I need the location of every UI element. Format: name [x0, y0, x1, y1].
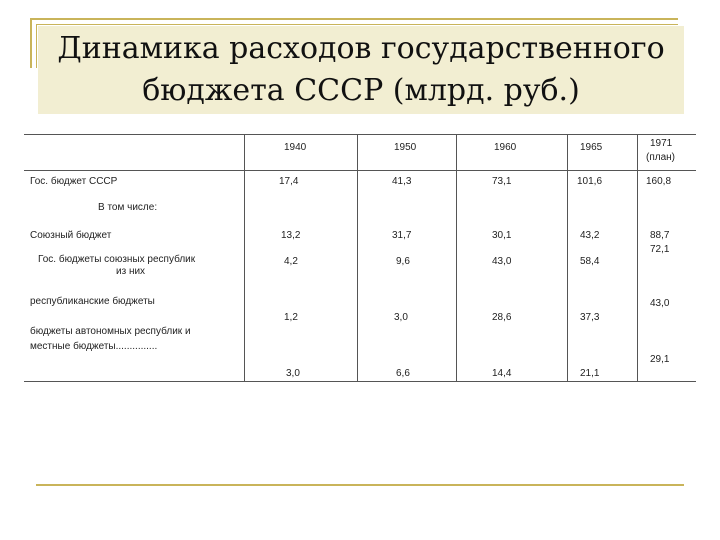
table-col-rule	[456, 134, 457, 382]
table-cell: 9,6	[396, 256, 410, 267]
budget-table	[24, 134, 696, 382]
year-header: 1950	[394, 142, 417, 153]
table-cell: 58,4	[580, 256, 600, 267]
table-cell: 4,2	[284, 256, 298, 267]
table-cell: 73,1	[492, 176, 512, 187]
row-label: Гос. бюджеты союзных республик	[38, 254, 196, 265]
table-cell: 28,6	[492, 312, 512, 323]
table-cell: 3,0	[286, 368, 300, 379]
table-cell: 31,7	[392, 230, 412, 241]
table-cell: 3,0	[394, 312, 408, 323]
row-label: Гос. бюджет СССР	[30, 176, 118, 187]
page-title	[38, 28, 684, 112]
year-header: 1971	[650, 138, 673, 149]
table-cell: 1,2	[284, 312, 298, 323]
table-cell: 41,3	[392, 176, 412, 187]
frame-left-line	[30, 18, 32, 68]
row-label: бюджеты автономных республик и	[30, 326, 191, 337]
table-cell: 160,8	[646, 176, 672, 187]
table-col-rule	[637, 134, 638, 382]
frame-left-line-inner	[36, 24, 37, 68]
year-header: 1960	[494, 142, 517, 153]
table-cell: 21,1	[580, 368, 600, 379]
year-header: 1940	[284, 142, 307, 153]
table-cell: 72,1	[650, 244, 670, 255]
plan-note: (план)	[646, 152, 675, 163]
row-label-sub: местные бюджеты...............	[30, 341, 158, 352]
table-cell: 29,1	[650, 354, 670, 365]
table-cell: 43,0	[492, 256, 512, 267]
table-cell: 30,1	[492, 230, 512, 241]
table-col-rule	[357, 134, 358, 382]
frame-top-line	[30, 18, 678, 20]
table-cell: 101,6	[577, 176, 603, 187]
table-cell: 17,4	[279, 176, 299, 187]
table-col-rule	[244, 134, 245, 382]
title-line-1: Динамика расходов государственного	[57, 31, 665, 66]
title-line-2: бюджета СССР (млрд. руб.)	[142, 73, 580, 108]
table-bottom-rule	[24, 381, 696, 382]
table-cell: 13,2	[281, 230, 301, 241]
table-cell: 43,2	[580, 230, 600, 241]
table-cell: 6,6	[396, 368, 410, 379]
table-top-rule	[24, 134, 696, 135]
row-label: республиканские бюджеты	[30, 296, 155, 307]
table-header-rule	[24, 170, 696, 171]
row-label-sub: из них	[116, 266, 146, 277]
table-col-rule	[567, 134, 568, 382]
year-header: 1965	[580, 142, 603, 153]
table-cell: 14,4	[492, 368, 512, 379]
footer-rule	[36, 484, 684, 486]
row-label: В том числе:	[98, 202, 158, 213]
table-cell: 88,7	[650, 230, 670, 241]
row-label: Союзный бюджет	[30, 230, 112, 241]
table-cell: 43,0	[650, 298, 670, 309]
frame-top-line-inner	[36, 24, 678, 25]
table-cell: 37,3	[580, 312, 600, 323]
